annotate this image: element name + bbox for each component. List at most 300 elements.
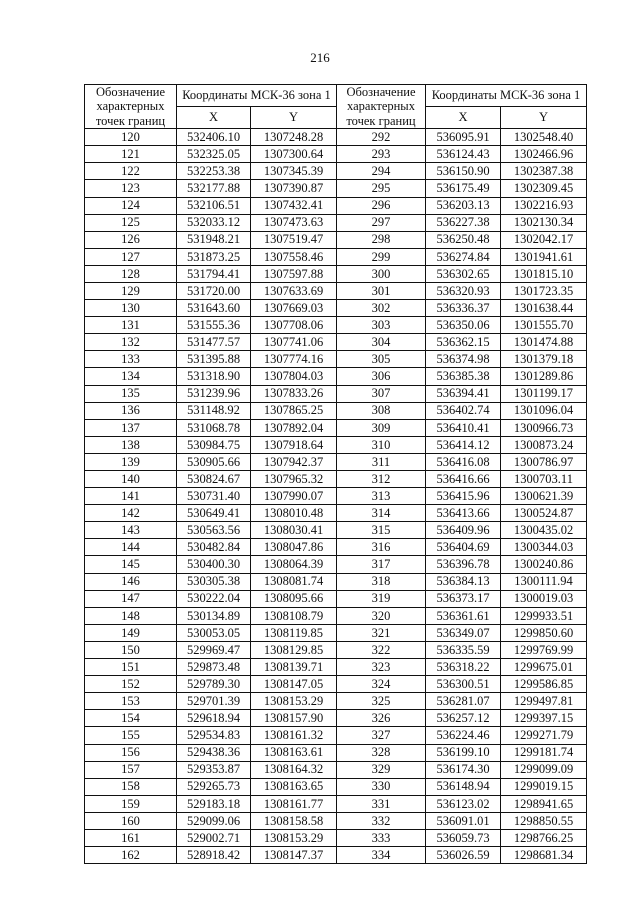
x-value-right: 536203.13: [426, 197, 501, 214]
y-value-right: 1302130.34: [501, 214, 587, 231]
table-row: [85, 590, 587, 607]
coordinates-table: [84, 84, 587, 864]
x-value-right: 536224.46: [426, 727, 501, 744]
y-value-right: 1300703.11: [501, 471, 587, 488]
x-value-left: 530482.84: [177, 539, 251, 556]
y-value-right: 1301555.70: [501, 317, 587, 334]
x-value-left: 530905.66: [177, 453, 251, 470]
y-value-left: 1307833.26: [251, 385, 337, 402]
table-row: [85, 282, 587, 299]
y-value-right: 1301199.17: [501, 385, 587, 402]
table-row: [85, 436, 587, 453]
point-number-right: 313: [337, 488, 426, 505]
table-row: [85, 300, 587, 317]
table-row: [85, 539, 587, 556]
point-number-left: 134: [85, 368, 177, 385]
y-value-right: 1299099.09: [501, 761, 587, 778]
y-value-left: 1308030.41: [251, 522, 337, 539]
y-value-right: 1298766.25: [501, 829, 587, 846]
point-number-left: 135: [85, 385, 177, 402]
y-header-left: Y: [251, 107, 337, 129]
x-value-right: 536362.15: [426, 334, 501, 351]
point-number-right: 306: [337, 368, 426, 385]
x-value-right: 536320.93: [426, 282, 501, 299]
point-number-left: 161: [85, 829, 177, 846]
x-value-right: 536414.12: [426, 436, 501, 453]
x-value-right: 536124.43: [426, 146, 501, 163]
point-number-left: 155: [85, 727, 177, 744]
point-number-right: 297: [337, 214, 426, 231]
point-number-right: 318: [337, 573, 426, 590]
point-number-left: 121: [85, 146, 177, 163]
y-value-right: 1299497.81: [501, 693, 587, 710]
y-value-right: 1302309.45: [501, 180, 587, 197]
point-number-right: 303: [337, 317, 426, 334]
y-value-left: 1308161.32: [251, 727, 337, 744]
x-value-left: 531318.90: [177, 368, 251, 385]
x-value-right: 536416.08: [426, 453, 501, 470]
x-value-right: 536385.38: [426, 368, 501, 385]
x-header-right: X: [426, 107, 501, 129]
point-number-left: 124: [85, 197, 177, 214]
point-number-right: 293: [337, 146, 426, 163]
point-number-right: 292: [337, 129, 426, 146]
y-value-left: 1307558.46: [251, 248, 337, 265]
table-row: [85, 231, 587, 248]
x-value-left: 532033.12: [177, 214, 251, 231]
point-number-right: 312: [337, 471, 426, 488]
y-value-right: 1301379.18: [501, 351, 587, 368]
point-number-left: 122: [85, 163, 177, 180]
point-number-left: 136: [85, 402, 177, 419]
table-row: [85, 676, 587, 693]
y-value-left: 1307942.37: [251, 453, 337, 470]
point-number-left: 138: [85, 436, 177, 453]
x-value-right: 536175.49: [426, 180, 501, 197]
y-value-right: 1301941.61: [501, 248, 587, 265]
page-number: 216: [310, 50, 330, 65]
point-number-left: 120: [85, 129, 177, 146]
y-value-right: 1301723.35: [501, 282, 587, 299]
point-number-right: 332: [337, 812, 426, 829]
y-value-right: 1298850.55: [501, 812, 587, 829]
point-number-right: 326: [337, 710, 426, 727]
point-number-left: 159: [85, 795, 177, 812]
table-row: [85, 522, 587, 539]
x-value-right: 536026.59: [426, 847, 501, 864]
y-value-right: 1301474.88: [501, 334, 587, 351]
x-value-left: 530649.41: [177, 505, 251, 522]
table-body: [85, 129, 587, 864]
point-number-left: 141: [85, 488, 177, 505]
x-value-right: 536413.66: [426, 505, 501, 522]
x-value-right: 536300.51: [426, 676, 501, 693]
x-value-right: 536148.94: [426, 778, 501, 795]
x-value-left: 530984.75: [177, 436, 251, 453]
table-row: [85, 829, 587, 846]
point-number-right: 314: [337, 505, 426, 522]
point-number-right: 307: [337, 385, 426, 402]
designation-header-right: Обозначение характерных точек границ: [337, 85, 426, 129]
point-number-left: 160: [85, 812, 177, 829]
y-value-left: 1308163.61: [251, 744, 337, 761]
table-row: [85, 778, 587, 795]
point-number-left: 125: [85, 214, 177, 231]
point-number-left: 139: [85, 453, 177, 470]
x-value-right: 536250.48: [426, 231, 501, 248]
point-number-right: 305: [337, 351, 426, 368]
table-row: [85, 180, 587, 197]
y-value-right: 1302387.38: [501, 163, 587, 180]
table-row: [85, 146, 587, 163]
y-value-left: 1308119.85: [251, 624, 337, 641]
y-value-right: 1299769.99: [501, 641, 587, 658]
y-value-left: 1307774.16: [251, 351, 337, 368]
y-header-right: Y: [501, 107, 587, 129]
x-value-left: 529265.73: [177, 778, 251, 795]
y-value-left: 1308129.85: [251, 641, 337, 658]
table-row: [85, 317, 587, 334]
x-value-right: 536396.78: [426, 556, 501, 573]
y-value-left: 1307248.28: [251, 129, 337, 146]
y-value-left: 1307708.06: [251, 317, 337, 334]
table-row: [85, 471, 587, 488]
x-value-right: 536373.17: [426, 590, 501, 607]
table-row: [85, 453, 587, 470]
x-value-right: 536335.59: [426, 641, 501, 658]
y-value-left: 1307804.03: [251, 368, 337, 385]
x-value-left: 531720.00: [177, 282, 251, 299]
point-number-left: 145: [85, 556, 177, 573]
x-value-left: 529618.94: [177, 710, 251, 727]
y-value-left: 1308153.29: [251, 693, 337, 710]
y-value-left: 1307741.06: [251, 334, 337, 351]
x-value-right: 536095.91: [426, 129, 501, 146]
point-number-left: 127: [85, 248, 177, 265]
point-number-right: 294: [337, 163, 426, 180]
table-row: [85, 795, 587, 812]
x-value-left: 531948.21: [177, 231, 251, 248]
point-number-left: 144: [85, 539, 177, 556]
x-value-left: 531395.88: [177, 351, 251, 368]
x-value-right: 536361.61: [426, 607, 501, 624]
point-number-right: 329: [337, 761, 426, 778]
x-value-right: 536302.65: [426, 265, 501, 282]
point-number-left: 126: [85, 231, 177, 248]
table-row: [85, 693, 587, 710]
y-value-left: 1307300.64: [251, 146, 337, 163]
y-value-left: 1308081.74: [251, 573, 337, 590]
x-value-left: 530824.67: [177, 471, 251, 488]
table-row: [85, 659, 587, 676]
coords-header-left: Координаты МСК-36 зона 1: [177, 85, 337, 107]
y-value-right: 1299271.79: [501, 727, 587, 744]
x-value-left: 530563.56: [177, 522, 251, 539]
table-row: [85, 419, 587, 436]
y-value-left: 1308108.79: [251, 607, 337, 624]
x-value-left: 532253.38: [177, 163, 251, 180]
point-number-right: 317: [337, 556, 426, 573]
table-row: [85, 624, 587, 641]
y-value-right: 1301289.86: [501, 368, 587, 385]
table-row: [85, 607, 587, 624]
table-row: [85, 385, 587, 402]
point-number-left: 151: [85, 659, 177, 676]
y-value-left: 1307390.87: [251, 180, 337, 197]
point-number-left: 157: [85, 761, 177, 778]
table-row: [85, 197, 587, 214]
y-value-right: 1302216.93: [501, 197, 587, 214]
y-value-right: 1300621.39: [501, 488, 587, 505]
y-value-left: 1308139.71: [251, 659, 337, 676]
y-value-left: 1308064.39: [251, 556, 337, 573]
point-number-left: 128: [85, 265, 177, 282]
x-value-left: 532106.51: [177, 197, 251, 214]
x-value-right: 536059.73: [426, 829, 501, 846]
x-value-right: 536274.84: [426, 248, 501, 265]
table-row: [85, 402, 587, 419]
x-value-right: 536415.96: [426, 488, 501, 505]
point-number-left: 158: [85, 778, 177, 795]
y-value-left: 1307990.07: [251, 488, 337, 505]
point-number-left: 162: [85, 847, 177, 864]
x-value-left: 531555.36: [177, 317, 251, 334]
y-value-right: 1299586.85: [501, 676, 587, 693]
point-number-right: 302: [337, 300, 426, 317]
point-number-left: 149: [85, 624, 177, 641]
y-value-right: 1299019.15: [501, 778, 587, 795]
x-value-right: 536402.74: [426, 402, 501, 419]
x-value-right: 536384.13: [426, 573, 501, 590]
y-value-left: 1308047.86: [251, 539, 337, 556]
point-number-right: 309: [337, 419, 426, 436]
x-value-right: 536374.98: [426, 351, 501, 368]
x-value-left: 531873.25: [177, 248, 251, 265]
point-number-left: 130: [85, 300, 177, 317]
y-value-right: 1301096.04: [501, 402, 587, 419]
x-value-right: 536199.10: [426, 744, 501, 761]
table-row: [85, 368, 587, 385]
y-value-left: 1308147.37: [251, 847, 337, 864]
x-value-left: 531794.41: [177, 265, 251, 282]
y-value-right: 1302548.40: [501, 129, 587, 146]
y-value-left: 1308153.29: [251, 829, 337, 846]
x-value-left: 532177.88: [177, 180, 251, 197]
y-value-right: 1300966.73: [501, 419, 587, 436]
point-number-left: 154: [85, 710, 177, 727]
x-value-left: 531239.96: [177, 385, 251, 402]
point-number-right: 308: [337, 402, 426, 419]
table-row: [85, 488, 587, 505]
y-value-left: 1308010.48: [251, 505, 337, 522]
point-number-left: 148: [85, 607, 177, 624]
x-value-left: 529099.06: [177, 812, 251, 829]
x-value-left: 530305.38: [177, 573, 251, 590]
x-value-right: 536410.41: [426, 419, 501, 436]
y-value-left: 1308158.58: [251, 812, 337, 829]
y-value-right: 1298681.34: [501, 847, 587, 864]
point-number-left: 147: [85, 590, 177, 607]
y-value-right: 1301815.10: [501, 265, 587, 282]
y-value-left: 1308161.77: [251, 795, 337, 812]
x-value-left: 530731.40: [177, 488, 251, 505]
y-value-right: 1299933.51: [501, 607, 587, 624]
y-value-left: 1308157.90: [251, 710, 337, 727]
point-number-right: 298: [337, 231, 426, 248]
x-value-right: 536174.30: [426, 761, 501, 778]
table-row: [85, 812, 587, 829]
point-number-right: 299: [337, 248, 426, 265]
x-value-left: 529789.30: [177, 676, 251, 693]
table-row: [85, 248, 587, 265]
y-value-left: 1307892.04: [251, 419, 337, 436]
y-value-left: 1307473.63: [251, 214, 337, 231]
y-value-left: 1307633.69: [251, 282, 337, 299]
x-value-left: 530222.04: [177, 590, 251, 607]
table-row: [85, 641, 587, 658]
point-number-left: 142: [85, 505, 177, 522]
point-number-right: 330: [337, 778, 426, 795]
x-value-left: 529873.48: [177, 659, 251, 676]
y-value-left: 1307345.39: [251, 163, 337, 180]
point-number-right: 301: [337, 282, 426, 299]
point-number-right: 323: [337, 659, 426, 676]
y-value-right: 1300019.03: [501, 590, 587, 607]
x-value-left: 532325.05: [177, 146, 251, 163]
x-value-left: 529438.36: [177, 744, 251, 761]
x-value-left: 531148.92: [177, 402, 251, 419]
y-value-right: 1300111.94: [501, 573, 587, 590]
y-value-right: 1300435.02: [501, 522, 587, 539]
point-number-right: 331: [337, 795, 426, 812]
x-value-left: 531068.78: [177, 419, 251, 436]
y-value-right: 1300524.87: [501, 505, 587, 522]
x-value-left: 530400.30: [177, 556, 251, 573]
x-value-left: 531477.57: [177, 334, 251, 351]
point-number-right: 334: [337, 847, 426, 864]
y-value-right: 1300786.97: [501, 453, 587, 470]
y-value-right: 1299397.15: [501, 710, 587, 727]
y-value-left: 1308147.05: [251, 676, 337, 693]
point-number-left: 129: [85, 282, 177, 299]
y-value-right: 1299675.01: [501, 659, 587, 676]
x-value-right: 536404.69: [426, 539, 501, 556]
y-value-left: 1308163.65: [251, 778, 337, 795]
y-value-right: 1299850.60: [501, 624, 587, 641]
table-row: [85, 573, 587, 590]
x-value-left: 532406.10: [177, 129, 251, 146]
x-value-right: 536091.01: [426, 812, 501, 829]
x-value-right: 536416.66: [426, 471, 501, 488]
x-header-left: X: [177, 107, 251, 129]
point-number-right: 295: [337, 180, 426, 197]
point-number-right: 310: [337, 436, 426, 453]
y-value-right: 1300873.24: [501, 436, 587, 453]
point-number-right: 319: [337, 590, 426, 607]
y-value-left: 1307597.88: [251, 265, 337, 282]
point-number-left: 140: [85, 471, 177, 488]
x-value-right: 536394.41: [426, 385, 501, 402]
point-number-left: 137: [85, 419, 177, 436]
point-number-right: 300: [337, 265, 426, 282]
point-number-right: 333: [337, 829, 426, 846]
x-value-left: 529534.83: [177, 727, 251, 744]
table-row: [85, 556, 587, 573]
point-number-left: 143: [85, 522, 177, 539]
point-number-right: 304: [337, 334, 426, 351]
point-number-left: 123: [85, 180, 177, 197]
table-row: [85, 761, 587, 778]
coords-header-right: Координаты МСК-36 зона 1: [426, 85, 587, 107]
y-value-left: 1307965.32: [251, 471, 337, 488]
table-row: [85, 727, 587, 744]
table-row: [85, 744, 587, 761]
point-number-left: 132: [85, 334, 177, 351]
table-row: [85, 351, 587, 368]
point-number-right: 325: [337, 693, 426, 710]
y-value-right: 1302042.17: [501, 231, 587, 248]
x-value-right: 536281.07: [426, 693, 501, 710]
point-number-right: 296: [337, 197, 426, 214]
x-value-left: 529701.39: [177, 693, 251, 710]
point-number-left: 131: [85, 317, 177, 334]
table-row: [85, 334, 587, 351]
y-value-left: 1308095.66: [251, 590, 337, 607]
table-row: [85, 129, 587, 146]
table-row: [85, 214, 587, 231]
y-value-right: 1300344.03: [501, 539, 587, 556]
x-value-right: 536409.96: [426, 522, 501, 539]
y-value-right: 1302466.96: [501, 146, 587, 163]
y-value-left: 1307669.03: [251, 300, 337, 317]
x-value-right: 536150.90: [426, 163, 501, 180]
point-number-right: 321: [337, 624, 426, 641]
x-value-right: 536123.02: [426, 795, 501, 812]
point-number-right: 328: [337, 744, 426, 761]
x-value-left: 529353.87: [177, 761, 251, 778]
table-row: [85, 265, 587, 282]
point-number-right: 315: [337, 522, 426, 539]
y-value-right: 1300240.86: [501, 556, 587, 573]
x-value-left: 531643.60: [177, 300, 251, 317]
x-value-left: 529969.47: [177, 641, 251, 658]
point-number-left: 146: [85, 573, 177, 590]
x-value-left: 530053.05: [177, 624, 251, 641]
point-number-right: 327: [337, 727, 426, 744]
x-value-right: 536227.38: [426, 214, 501, 231]
point-number-right: 322: [337, 641, 426, 658]
x-value-right: 536350.06: [426, 317, 501, 334]
table-row: [85, 163, 587, 180]
x-value-left: 529002.71: [177, 829, 251, 846]
y-value-left: 1307432.41: [251, 197, 337, 214]
designation-header-left: Обозначение характерных точек границ: [85, 85, 177, 129]
y-value-right: 1301638.44: [501, 300, 587, 317]
x-value-right: 536318.22: [426, 659, 501, 676]
x-value-right: 536349.07: [426, 624, 501, 641]
table-row: [85, 505, 587, 522]
point-number-left: 152: [85, 676, 177, 693]
point-number-left: 153: [85, 693, 177, 710]
point-number-right: 311: [337, 453, 426, 470]
x-value-left: 528918.42: [177, 847, 251, 864]
x-value-left: 530134.89: [177, 607, 251, 624]
point-number-right: 324: [337, 676, 426, 693]
point-number-right: 320: [337, 607, 426, 624]
point-number-right: 316: [337, 539, 426, 556]
y-value-right: 1298941.65: [501, 795, 587, 812]
y-value-left: 1307865.25: [251, 402, 337, 419]
